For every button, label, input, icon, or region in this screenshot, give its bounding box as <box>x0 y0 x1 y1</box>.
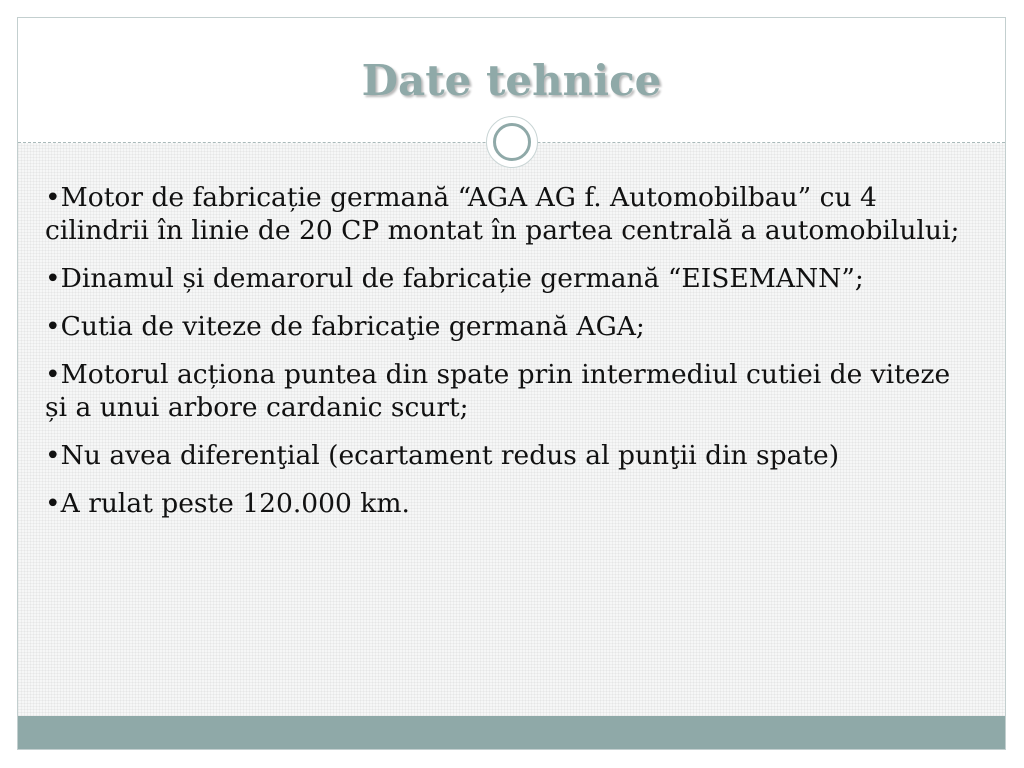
circle-ring-icon <box>486 116 538 168</box>
bullet-marker: • <box>45 440 61 471</box>
bullet-text: Nu avea diferenţial (ecartament redus al punţii din spate) <box>60 440 840 471</box>
bullet-item <box>45 487 970 520</box>
bullet-text: Motorul acționa puntea din spate prin intermediul cutiei de viteze și a unui arbore cardanic scurt; <box>45 359 951 423</box>
bullet-text: Dinamul și demarorul de fabricație germană “EISEMANN”; <box>60 263 864 294</box>
bullet-text: Cutia de viteze de fabricaţie germană AGA; <box>60 311 645 342</box>
bullet-item <box>45 358 970 424</box>
slide-frame <box>17 17 1006 750</box>
bullet-item <box>45 439 970 472</box>
bullet-marker: • <box>45 488 61 519</box>
bullet-text: A rulat peste 120.000 km. <box>60 488 410 519</box>
ring-inner <box>493 123 531 161</box>
bullet-text: Motor de fabricație germană “AGA AG f. Automobilbau” cu 4 cilindrii în linie de 20 CP montat în partea centrală a automobilului; <box>45 182 960 246</box>
bullet-marker: • <box>45 359 61 390</box>
bullet-item <box>45 181 970 247</box>
bullet-item <box>45 310 970 343</box>
bullet-marker: • <box>45 311 61 342</box>
bullet-marker: • <box>45 182 61 213</box>
bullet-list <box>45 181 970 535</box>
bullet-marker: • <box>45 263 61 294</box>
slide-title: Date tehnice <box>361 56 662 105</box>
bullet-item <box>45 262 970 295</box>
footer-bar <box>18 716 1005 749</box>
